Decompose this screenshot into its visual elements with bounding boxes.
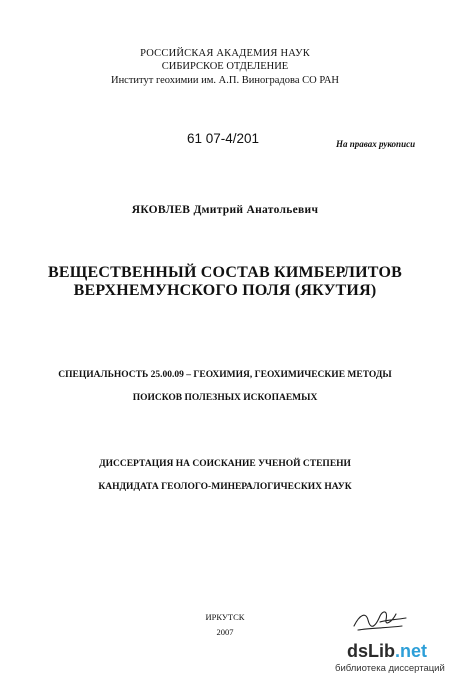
dissertation-line-1: ДИССЕРТАЦИЯ НА СОИСКАНИЕ УЧЕНОЙ СТЕПЕНИ bbox=[99, 459, 351, 469]
watermark-subtitle: библиотека диссертаций bbox=[335, 663, 445, 674]
handwritten-signature bbox=[350, 604, 410, 634]
watermark bbox=[335, 639, 450, 679]
specialty-line-2: ПОИСКОВ ПОЛЕЗНЫХ ИСКОПАЕМЫХ bbox=[132, 393, 318, 403]
dissertation-line-2: КАНДИДАТА ГЕОЛОГО-МИНЕРАЛОГИЧЕСКИХ НАУК bbox=[98, 482, 352, 492]
academy-branch: СИБИРСКОЕ ОТДЕЛЕНИЕ bbox=[161, 61, 289, 72]
city: ИРКУТСК bbox=[205, 612, 245, 622]
registry-code: 61 07-4/201 bbox=[187, 131, 260, 146]
rights-note: На правах рукописи bbox=[336, 139, 416, 149]
year: 2007 bbox=[216, 627, 234, 637]
watermark-logo bbox=[347, 641, 427, 662]
watermark-logo-main: dsLib bbox=[347, 641, 395, 661]
thesis-title-line-1: ВЕЩЕСТВЕННЫЙ СОСТАВ КИМБЕРЛИТОВ bbox=[48, 264, 402, 281]
thesis-title-line-2: ВЕРХНЕМУНСКОГО ПОЛЯ (ЯКУТИЯ) bbox=[73, 282, 377, 299]
academy-name: РОССИЙСКАЯ АКАДЕМИЯ НАУК bbox=[140, 48, 310, 59]
author-name: ЯКОВЛЕВ Дмитрий Анатольевич bbox=[131, 204, 319, 216]
institute-name: Институт геохимии им. А.П. Виноградова СО РАН bbox=[110, 75, 339, 86]
specialty-line-1: СПЕЦИАЛЬНОСТЬ 25.00.09 – ГЕОХИМИЯ, ГЕОХИМИЧЕСКИЕ МЕТОДЫ bbox=[58, 370, 392, 380]
watermark-logo-tld: .net bbox=[395, 641, 428, 661]
